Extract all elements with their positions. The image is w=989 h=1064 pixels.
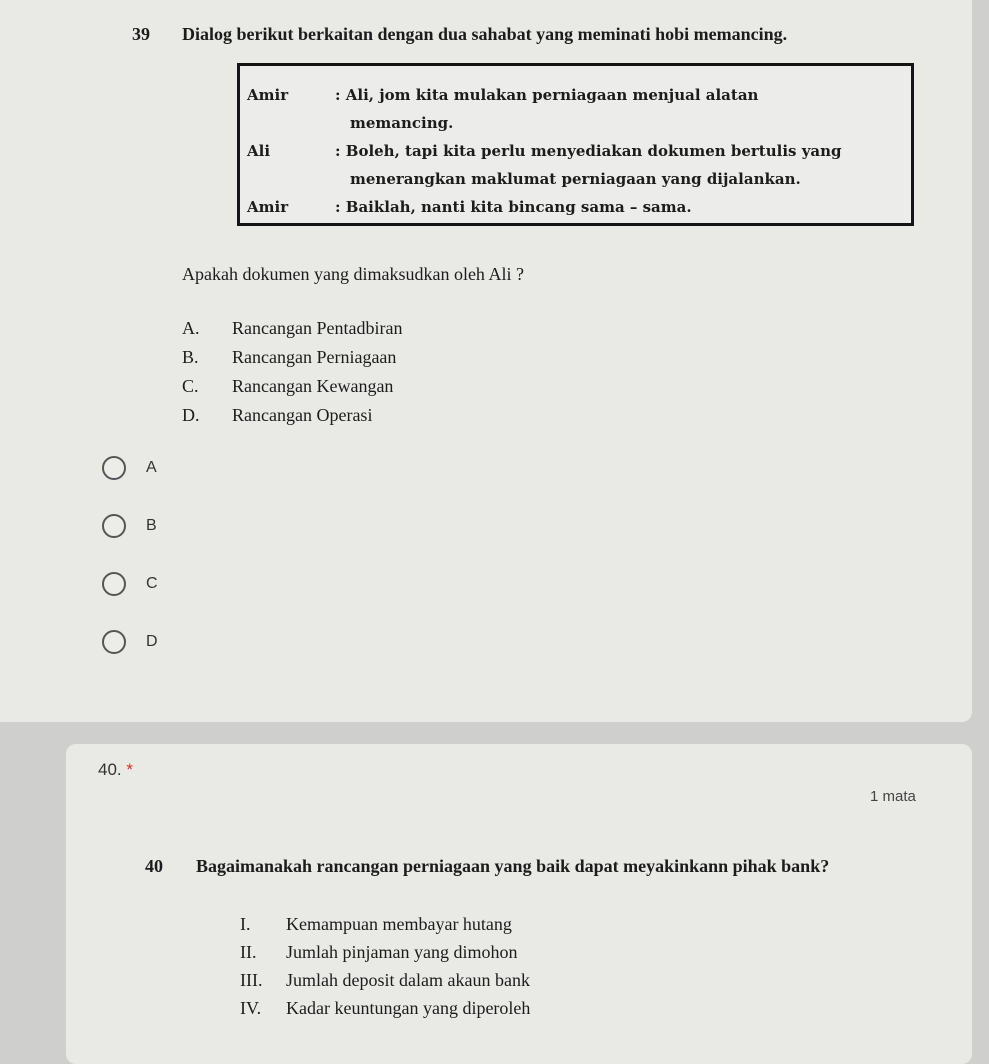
radio-option-c[interactable] <box>102 572 158 596</box>
dialog-speaker: Ali <box>247 142 271 160</box>
question-40-title: Bagaimanakah rancangan perniagaan yang baik dapat meyakinkann pihak bank? <box>196 856 830 876</box>
question-39-title: Dialog berikut berkaitan dengan dua sahabat yang meminati hobi memancing. <box>182 24 788 44</box>
question-39-prompt: Apakah dokumen yang dimaksudkan oleh Ali ? <box>182 264 524 284</box>
question-number: 40. <box>98 760 122 779</box>
statement-text: Jumlah pinjaman yang dimohon <box>286 942 518 962</box>
option-text: Rancangan Kewangan <box>232 376 394 396</box>
statement-roman: IV. <box>240 998 262 1018</box>
option-letter: D. <box>182 405 200 425</box>
radio-label[interactable]: C <box>146 575 158 592</box>
option-text: Rancangan Operasi <box>232 405 373 425</box>
option-text: Rancangan Pentadbiran <box>232 318 403 338</box>
required-asterisk: * <box>126 760 133 779</box>
dialog-line: menerangkan maklumat perniagaan yang dijalankan. <box>350 170 801 188</box>
question-40-number: 40 <box>145 856 163 876</box>
radio-label[interactable]: D <box>146 633 158 650</box>
statement-text: Jumlah deposit dalam akaun bank <box>286 970 530 990</box>
dialog-line: : Boleh, tapi kita perlu menyediakan dokumen bertulis yang <box>335 142 842 160</box>
question-39-number: 39 <box>132 24 150 44</box>
dialog-speaker: Amir <box>247 86 289 104</box>
radio-button[interactable] <box>102 572 126 596</box>
dialog-line: : Ali, jom kita mulakan perniagaan menjual alatan <box>335 86 759 104</box>
option-letter: B. <box>182 347 199 367</box>
statement-roman: II. <box>240 942 257 962</box>
radio-option-d[interactable] <box>102 630 158 654</box>
points-label: 1 mata <box>870 788 916 805</box>
dialog-line: : Baiklah, nanti kita bincang sama – sama. <box>335 198 692 216</box>
dialog-box <box>237 63 914 226</box>
radio-option-a[interactable] <box>102 456 157 480</box>
radio-option-b[interactable] <box>102 514 157 538</box>
radio-button[interactable] <box>102 630 126 654</box>
dialog-speaker: Amir <box>247 198 289 216</box>
radio-label[interactable]: A <box>146 459 157 476</box>
radio-button[interactable] <box>102 456 126 480</box>
statement-roman: III. <box>240 970 263 990</box>
radio-button[interactable] <box>102 514 126 538</box>
statement-text: Kemampuan membayar hutang <box>286 914 512 934</box>
question-40-header <box>98 760 133 780</box>
option-letter: C. <box>182 376 199 396</box>
option-letter: A. <box>182 318 200 338</box>
radio-label[interactable]: B <box>146 517 157 534</box>
option-text: Rancangan Perniagaan <box>232 347 397 367</box>
statement-text: Kadar keuntungan yang diperoleh <box>286 998 531 1018</box>
statement-roman: I. <box>240 914 251 934</box>
dialog-line: memancing. <box>350 114 454 132</box>
